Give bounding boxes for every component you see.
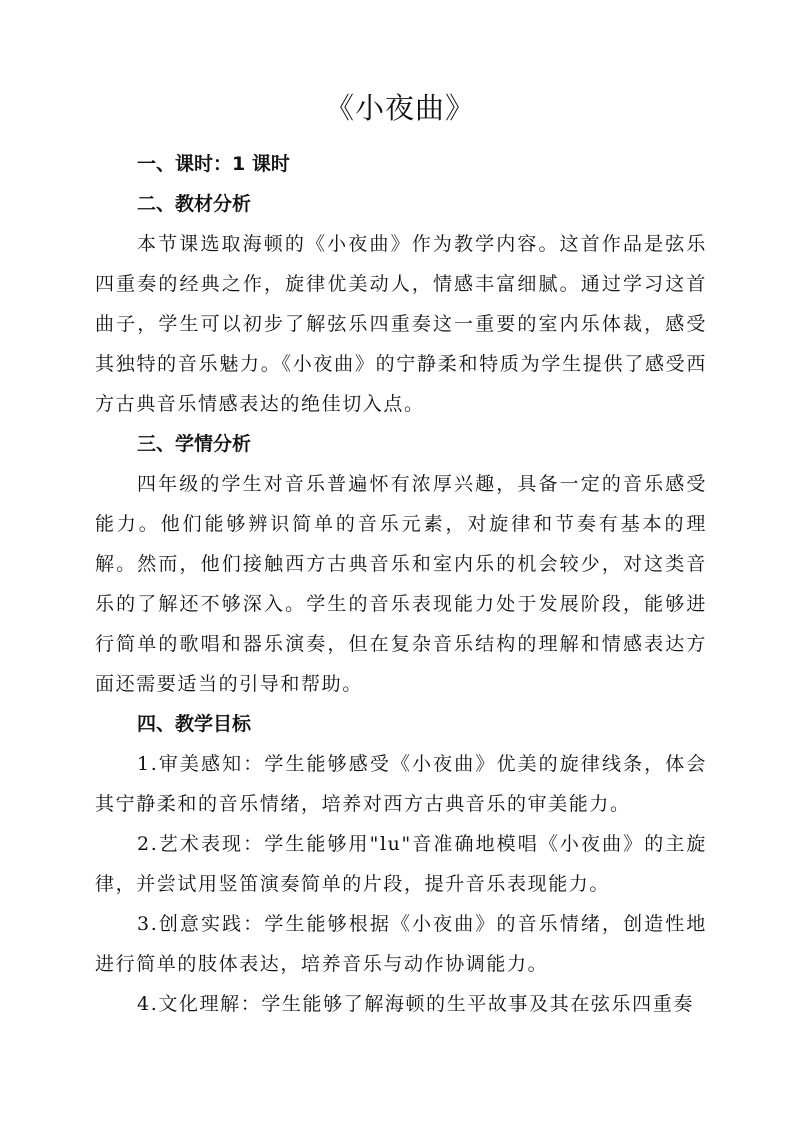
goal-item-creative-practice: 3.创意实践：学生能够根据《小夜曲》的音乐情绪，创造性地进行简单的肢体表达，培养音乐与动作协调能力。: [95, 913, 707, 975]
section-heading-teaching-goals: 四、教学目标: [137, 713, 252, 735]
goal-item-aesthetic-perception: 1.审美感知：学生能够感受《小夜曲》优美的旋律线条，体会其宁静柔和的音乐情绪，培养对西方古典音乐的审美能力。: [95, 753, 707, 815]
document-body: [95, 144, 707, 1024]
goal-item-cultural-understanding: 4.文化理解：学生能够了解海顿的生平故事及其在弦乐四重奏: [137, 993, 694, 1015]
goal-item-artistic-expression: 2.艺术表现：学生能够用"lu"音准确地模唱《小夜曲》的主旋律，并尝试用竖笛演奏简单的片段，提升音乐表现能力。: [95, 833, 707, 895]
section-heading-class-hours: 一、课时：1 课时: [137, 153, 290, 175]
section-heading-material-analysis: 二、教材分析: [137, 193, 252, 215]
paragraph-student-analysis: 四年级的学生对音乐普遍怀有浓厚兴趣，具备一定的音乐感受能力。他们能够辨识简单的音乐元素，对旋律和节奏有基本的理解。然而，他们接触西方古典音乐和室内乐的机会较少，对这类音乐的了解还不够深入。学生的音乐表现能力处于发展阶段，能够进行简单的歌唱和器乐演奏，但在复杂音乐结构的理解和情感表达方面还需要适当的引导和帮助。: [95, 473, 707, 695]
section-heading-student-analysis: 三、学情分析: [137, 433, 252, 455]
paragraph-material-analysis: 本节课选取海顿的《小夜曲》作为教学内容。这首作品是弦乐四重奏的经典之作，旋律优美动人，情感丰富细腻。通过学习这首曲子，学生可以初步了解弦乐四重奏这一重要的室内乐体裁，感受其独特的音乐魅力。《小夜曲》的宁静柔和特质为学生提供了感受西方古典音乐情感表达的绝佳切入点。: [95, 233, 707, 415]
document-title: 《小夜曲》: [324, 91, 475, 125]
